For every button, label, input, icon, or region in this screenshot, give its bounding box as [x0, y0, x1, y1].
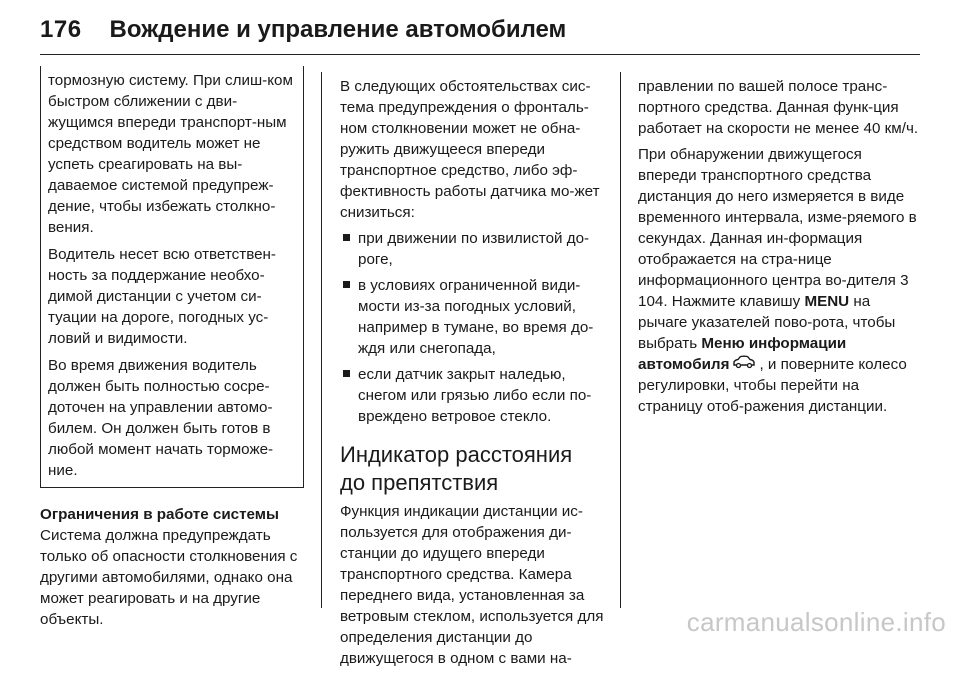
speed-paragraph: правлении по вашей полосе транс-портного средства. Данная функ-ция работает на скорости не менее 40 км/ч.	[638, 78, 919, 137]
column-3	[638, 76, 922, 422]
page-reference[interactable]: 104.	[638, 293, 668, 310]
watermark: carmanualsonline.info	[686, 607, 946, 637]
page-header	[40, 16, 566, 56]
menu-key-label: MENU	[804, 293, 850, 310]
list-item: в условиях ограниченной види-мости из-за погодных условий, например в тумане, во время до-ждя или снегопада,	[340, 275, 608, 359]
warning-box	[40, 66, 304, 488]
square-bullet-icon	[343, 370, 350, 377]
distance-paragraph: При обнаружении движущегося впереди транспортного средства дистанция до него измеряется в виде временного интервала, изме-ряемого в секундах. Данная ин-формация отображается на стра-нице информационного центра во-дителя 3 104. Нажмите клавишу MENU на рычаге указателей пово-рота, чтобы выбрать Меню информации автомобиля , и поверните колесо регулировки, чтобы перейти на страницу отоб-ражения дистанции.	[638, 146, 917, 416]
warning-paragraph: Водитель несет всю ответствен-ность за поддержание необхо-димой дистанции с учетом си-туации на дороге, погодных ус-ловий и видимости.	[48, 246, 276, 347]
list-item: при движении по извилистой до-роге,	[340, 228, 608, 270]
square-bullet-icon	[343, 281, 350, 288]
page-number: 176	[40, 16, 82, 43]
intro-paragraph: В следующих обстоятельствах сис-тема предупреждения о фронталь-ном столкновении может не обна-ружить движущееся впереди транспортное средство, либо эф-фективность работы датчика мо-жет снизиться:	[340, 78, 600, 221]
section-heading: Индикатор расстояния до препятствия	[340, 442, 573, 495]
limits-heading: Ограничения в работе системы	[40, 506, 280, 523]
column-divider-1	[321, 72, 322, 608]
header-rule	[40, 54, 920, 55]
list-item: если датчик закрыт наледью, снегом или грязью либо если по-вреждено ветровое стекло.	[340, 364, 608, 427]
page-reference-arrow-icon[interactable]: 3	[900, 272, 909, 289]
section-text: Функция индикации дистанции ис-пользуется для отображения ди-станции до идущего впереди транспортного средства. Камера переднего вида, установленная за ветровым стеклом, используется для определения дистанции до движущегося в одном с вами на-	[340, 503, 604, 667]
conditions-list	[340, 228, 608, 427]
menu-name: Меню информации автомобиля	[638, 335, 847, 373]
page-title: Вождение и управление автомобилем	[109, 16, 567, 43]
limits-text: Система должна предупреждать только об опасности столкновения с другими автомобилями, однако она может реагировать и на другие объекты.	[40, 527, 298, 628]
column-2	[340, 76, 608, 674]
square-bullet-icon	[343, 234, 350, 241]
column-divider-2	[620, 72, 621, 608]
warning-paragraph: Во время движения водитель должен быть полностью сосре-доточен на управлении автомо-билем. Он должен быть готов в любой момент начать торможе-ние.	[48, 357, 274, 479]
warning-paragraph: тормозную систему. При слиш-ком быстром сближении с дви-жущимся впереди транспорт-ным средством водитель может не успеть среагировать на вы-даваемое системой предупреж-дение, чтобы избежать столкно-вения.	[48, 72, 293, 236]
car-icon	[731, 354, 757, 375]
column-1	[40, 66, 304, 635]
